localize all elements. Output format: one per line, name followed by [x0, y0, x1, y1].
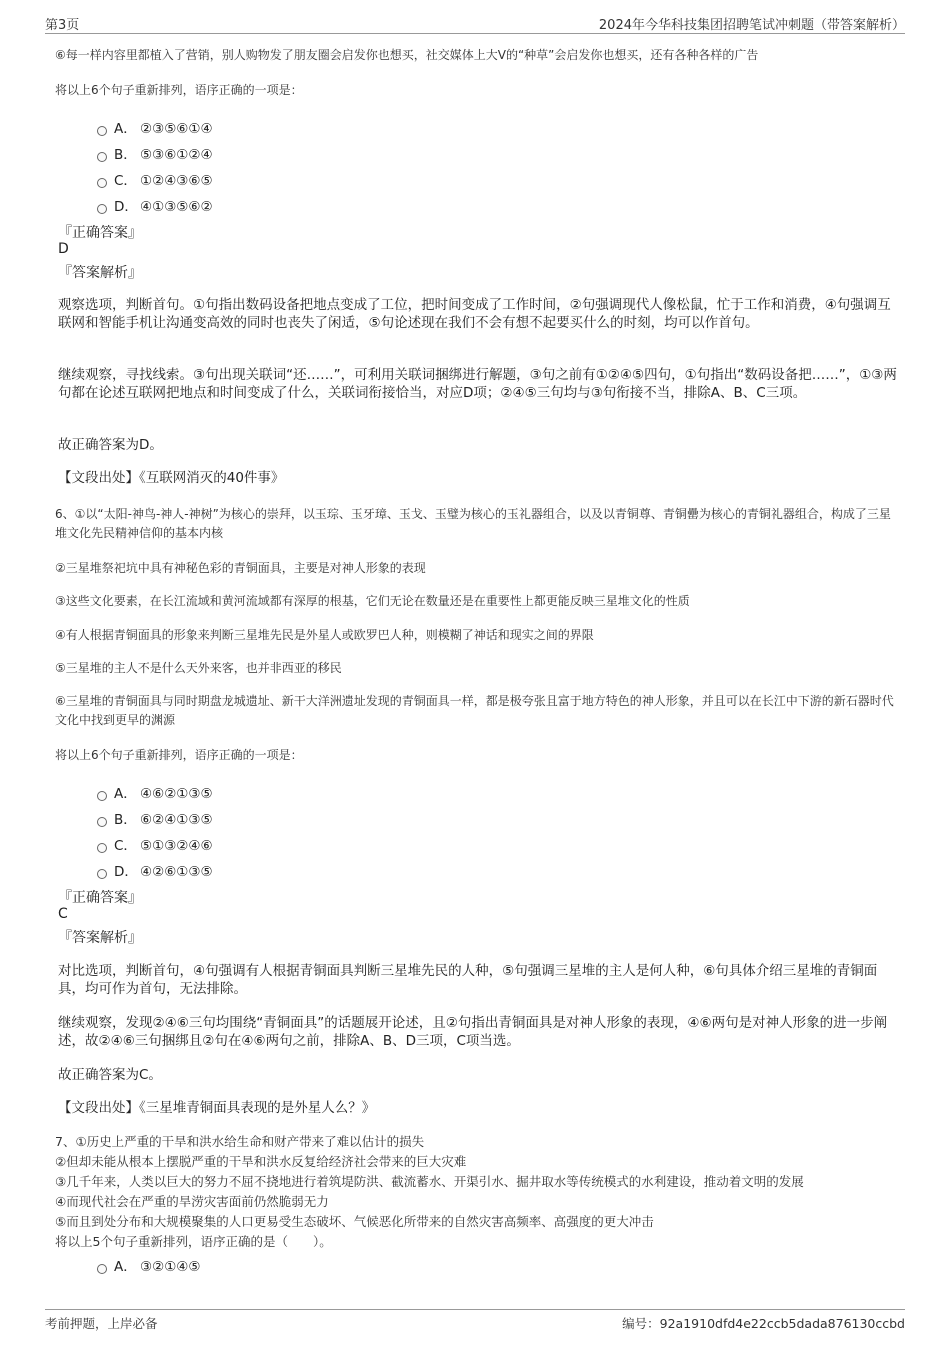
q6-sentence-4: ④有人根据青铜面具的形象来判断三星堆先民是外星人或欧罗巴人种，则模糊了神话和现实之间的界限: [55, 628, 594, 642]
q6-answer-label: 『正确答案』: [58, 890, 142, 906]
q5-source: 【文段出处】《互联网消灭的40件事》: [58, 470, 285, 486]
document-title: 2024年今华科技集团招聘笔试冲刺题（带答案解析）: [598, 18, 905, 33]
q6-source: 【文段出处】《三星堆青铜面具表现的是外星人么？》: [58, 1100, 376, 1116]
q6-sentence-3: ③这些文化要素，在长江流域和黄河流域都有深厚的根基，它们无论在数量还是在重要性上都更能反映三星堆文化的性质: [55, 594, 690, 608]
q5-analysis-p1: 观察选项，判断首句。①句指出数码设备把地点变成了工位，把时间变成了工作时间，②句强调现代人像松鼠，忙于工作和消费，④句强调互联网和智能手机让沟通变高效的同时也丧失了闲适，⑤句论述现在我们不会有想不起要买什么的时刻，均可以作首句。: [58, 297, 891, 331]
radio-icon[interactable]: [97, 843, 107, 853]
q5-option-a[interactable]: A． ②③⑤⑥①④: [97, 117, 213, 137]
document-id: 编号：92a1910dfd4e22ccb5dada876130ccbd: [622, 1316, 905, 1331]
page-footer: [45, 1309, 905, 1339]
q6-analysis-p1: 对比选项，判断首句，④句强调有人根据青铜面具判断三星堆先民的人种，⑤句强调三星堆的主人是何人种，⑥句具体介绍三星堆的青铜面具，均可作为首句，无法排除。: [58, 963, 878, 997]
q6-prompt: 将以上6个句子重新排列，语序正确的一项是：: [55, 748, 303, 762]
q6-sentence-1: 6、①以“太阳-神鸟-神人-神树”为核心的崇拜，以玉琮、玉牙璋、玉戈、玉璧为核心的玉礼器组合，以及以青铜尊、青铜罍为核心的青铜礼器组合，构成了三星堆文化先民精神信仰的基本内核: [55, 507, 891, 540]
q7-sentence-4: ④而现代社会在严重的旱涝灾害面前仍然脆弱无力: [55, 1194, 329, 1209]
q7-option-a[interactable]: A． ③②①④⑤: [97, 1255, 201, 1275]
q6-sentence-2: ②三星堆祭祀坑中具有神秘色彩的青铜面具，主要是对神人形象的表现: [55, 561, 426, 575]
q5-analysis-label: 『答案解析』: [58, 265, 142, 281]
page-number: 第3页: [45, 18, 80, 33]
footer-slogan: 考前押题，上岸必备: [45, 1316, 158, 1331]
q5-analysis-p2: 继续观察，寻找线索。③句出现关联词“还……”，可利用关联词捆绑进行解题，③句之前有①②④⑤四句，①句指出“数码设备把……”，①③两句都在论述互联网把地点和时间变成了什么，关联词衔接恰当，对应D项；②④⑤三句均与③句衔接不当，排除A、B、C三项。: [58, 367, 897, 401]
q7-prompt: 将以上5个句子重新排列，语序正确的是（ ）。: [55, 1234, 332, 1249]
q6-analysis-p2: 继续观察，发现②④⑥三句均围绕“青铜面具”的话题展开论述，且②句指出青铜面具是对神人形象的表现，④⑥两句是对神人形象的进一步阐述，故②④⑥三句捆绑且②句在④⑥两句之前，排除A、B、D三项，C项当选。: [58, 1015, 888, 1049]
q6-analysis-label: 『答案解析』: [58, 930, 142, 946]
q7-sentence-3: ③几千年来，人类以巨大的努力不屈不挠地进行着筑堤防洪、截流蓄水、开渠引水、掘井取水等传统模式的水利建设，推动着文明的发展: [55, 1174, 804, 1189]
q6-option-d[interactable]: D． ④②⑥①③⑤: [97, 860, 213, 880]
q5-analysis-p3: 故正确答案为D。: [58, 437, 163, 453]
radio-icon[interactable]: [97, 178, 107, 188]
q5-answer: D: [58, 241, 69, 257]
q7-sentence-1: 7、①历史上严重的干旱和洪水给生命和财产带来了难以估计的损失: [55, 1134, 425, 1149]
q5-option-d[interactable]: D． ④①③⑤⑥②: [97, 195, 213, 215]
q7-sentence-5: ⑤而且到处分布和大规模聚集的人口更易受生态破坏、气候恶化所带来的自然灾害高频率、高强度的更大冲击: [55, 1214, 654, 1229]
q6-option-c[interactable]: C． ⑤①③②④⑥: [97, 834, 213, 854]
q5-answer-label: 『正确答案』: [58, 225, 142, 241]
radio-icon[interactable]: [97, 1264, 107, 1274]
q6-analysis-p3: 故正确答案为C。: [58, 1067, 162, 1083]
q5-option-b[interactable]: B． ⑤③⑥①②④: [97, 143, 213, 163]
q5-prompt: 将以上6个句子重新排列，语序正确的一项是：: [55, 83, 303, 97]
page-header: [45, 12, 905, 34]
radio-icon[interactable]: [97, 791, 107, 801]
q5-sentence-6: ⑥每一样内容里都植入了营销，别人购物发了朋友圈会启发你也想买，社交媒体上大V的“种草”会启发你也想买，还有各种各样的广告: [55, 48, 759, 62]
radio-icon[interactable]: [97, 126, 107, 136]
q6-answer: C: [58, 906, 68, 922]
q7-sentence-2: ②但却未能从根本上摆脱严重的干旱和洪水反复给经济社会带来的巨大灾难: [55, 1154, 467, 1169]
q6-sentence-6: ⑥三星堆的青铜面具与同时期盘龙城遗址、新干大洋洲遗址发现的青铜面具一样，都是极夸张且富于地方特色的神人形象，并且可以在长江中下游的新石器时代文化中找到更早的渊源: [55, 694, 894, 727]
radio-icon[interactable]: [97, 869, 107, 879]
q6-option-b[interactable]: B． ⑥②④①③⑤: [97, 808, 213, 828]
radio-icon[interactable]: [97, 817, 107, 827]
q6-sentence-5: ⑤三星堆的主人不是什么天外来客，也并非西亚的移民: [55, 661, 342, 675]
q6-option-a[interactable]: A． ④⑥②①③⑤: [97, 782, 213, 802]
radio-icon[interactable]: [97, 204, 107, 214]
radio-icon[interactable]: [97, 152, 107, 162]
q5-option-c[interactable]: C． ①②④③⑥⑤: [97, 169, 213, 189]
